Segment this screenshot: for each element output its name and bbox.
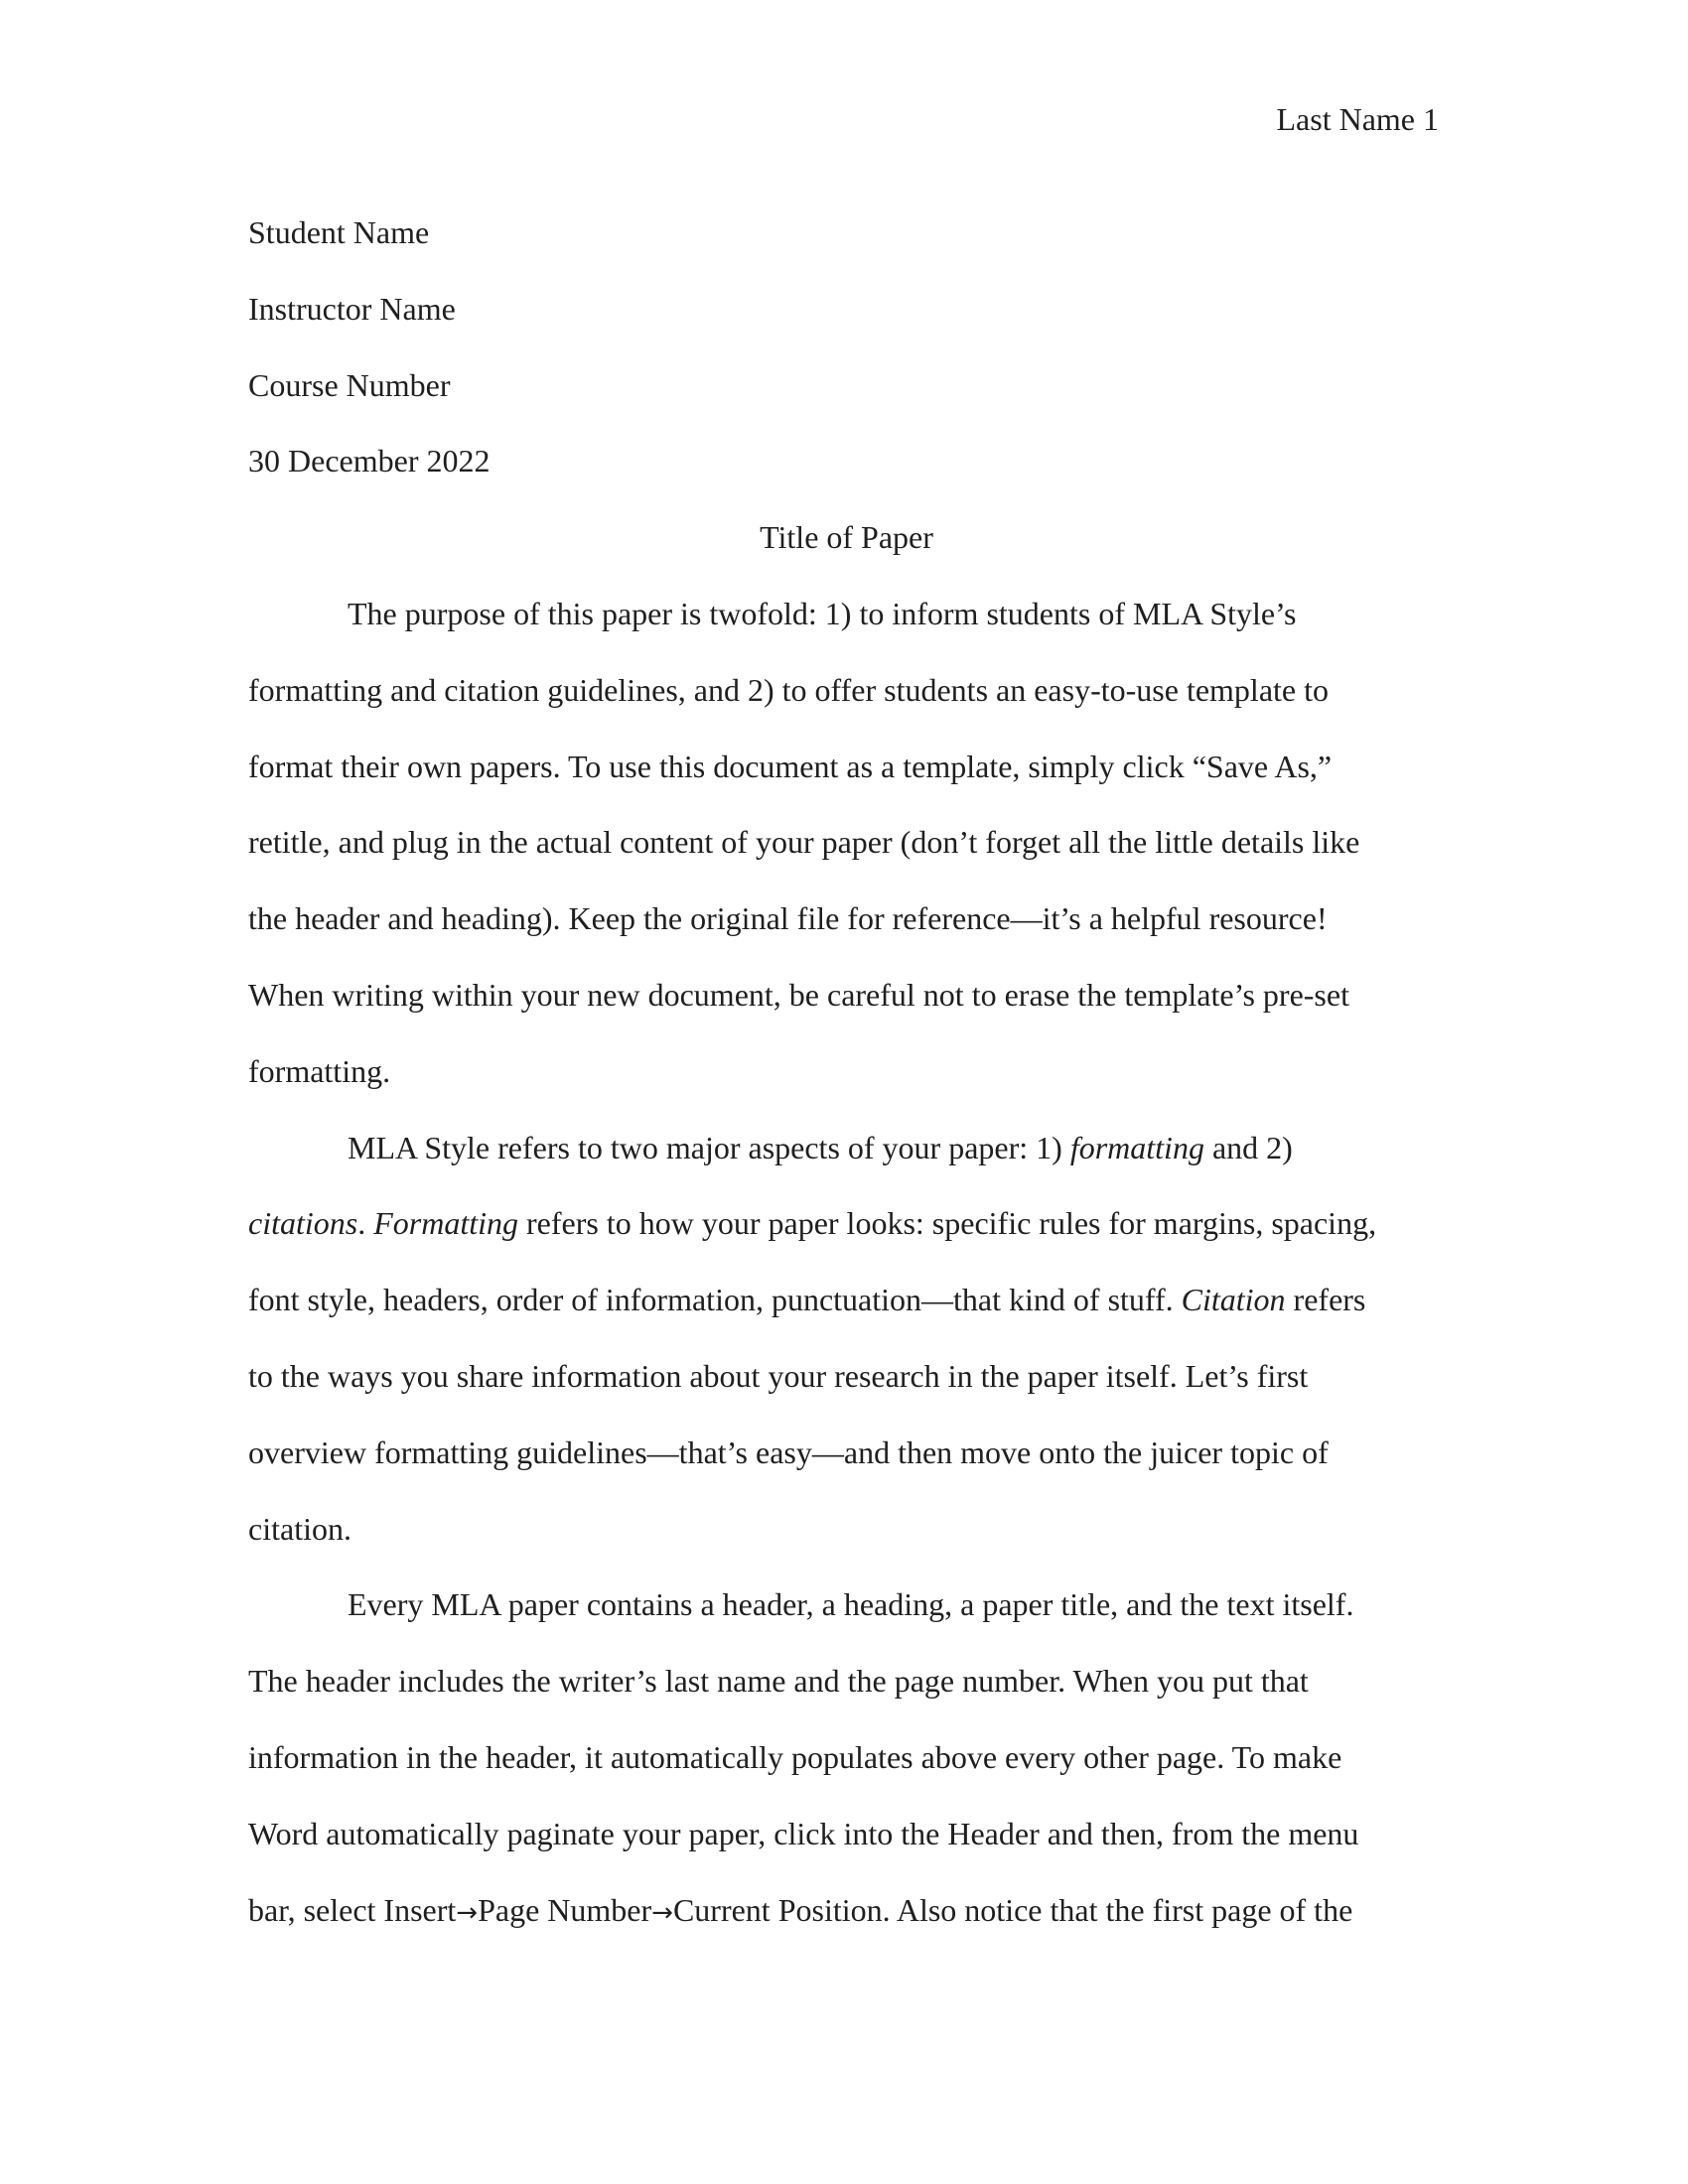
text-run: bar, select Insert (248, 1891, 457, 1928)
paragraph-line: to the ways you share information about your research in the paper itself. Let’s first (248, 1357, 1309, 1394)
paragraph-line (248, 1262, 1445, 1338)
paragraph-line: citation. (248, 1510, 352, 1547)
right-arrow-icon: → (651, 1897, 673, 1928)
text-run: font style, headers, order of information, punctuation—that kind of stuff. (248, 1282, 1182, 1318)
italic-term-citation: Citation (1181, 1282, 1286, 1318)
right-arrow-icon: → (456, 1897, 479, 1928)
italic-term-formatting-definition: Formatting (373, 1205, 518, 1242)
paragraph-line: Word automatically paginate your paper, click into the Header and then, from the menu (248, 1815, 1359, 1851)
paragraph-line: formatting and citation guidelines, and 2) to offer students an easy-to-use template to (248, 671, 1329, 708)
paragraph-line: information in the header, it automatically populates above every other page. To make (248, 1738, 1342, 1775)
paragraph-line: The purpose of this paper is twofold: 1) to inform students of MLA Style’s (348, 595, 1297, 631)
paragraph-line (248, 1110, 1445, 1186)
heading-course-number: Course Number (248, 366, 451, 403)
paragraph-line: formatting. (248, 1052, 391, 1089)
paragraph-line: Every MLA paper contains a header, a heading, a paper title, and the text itself. (348, 1586, 1354, 1623)
paper-title: Title of Paper (760, 519, 933, 556)
text-run: Page Number (478, 1891, 652, 1928)
paragraph-line: retitle, and plug in the actual content of your paper (don’t forget all the little details like (248, 824, 1360, 861)
italic-term-citations: citations (248, 1205, 358, 1242)
text-run: Current Position. Also notice that the first page of the (672, 1891, 1353, 1928)
text-run: refers (1285, 1282, 1366, 1318)
paragraph-line: format their own papers. To use this document as a template, simply click “Save As,” (248, 748, 1333, 784)
paragraph-2 (248, 1110, 1445, 1568)
paragraph-line (248, 1872, 1445, 1952)
paragraph-line: overview formatting guidelines—that’s easy—and then move onto the juicer topic of (248, 1433, 1329, 1470)
heading-student-name: Student Name (248, 214, 430, 250)
paragraph-line: When writing within your new document, be careful not to erase the template’s pre-set (248, 976, 1349, 1013)
text-run: and 2) (1203, 1129, 1293, 1165)
text-run: . (357, 1205, 374, 1242)
italic-term-formatting: formatting (1069, 1129, 1204, 1165)
paragraph-line: The header includes the writer’s last name and the page number. When you put that (248, 1663, 1309, 1700)
paragraph-line: the header and heading). Keep the original file for reference—it’s a helpful resource! (248, 900, 1328, 937)
text-run: MLA Style refers to two major aspects of your paper: 1) (348, 1129, 1070, 1165)
paragraph-1 (248, 576, 1445, 1110)
paragraph-3 (248, 1567, 1445, 1951)
running-head: Last Name 1 (1276, 101, 1439, 137)
body-text (248, 195, 1445, 1951)
heading-instructor-name: Instructor Name (248, 290, 456, 327)
paragraph-line (248, 1185, 1445, 1262)
text-run: refers to how your paper looks: specific rules for margins, spacing, (518, 1205, 1377, 1242)
heading-date: 30 December 2022 (248, 443, 491, 479)
